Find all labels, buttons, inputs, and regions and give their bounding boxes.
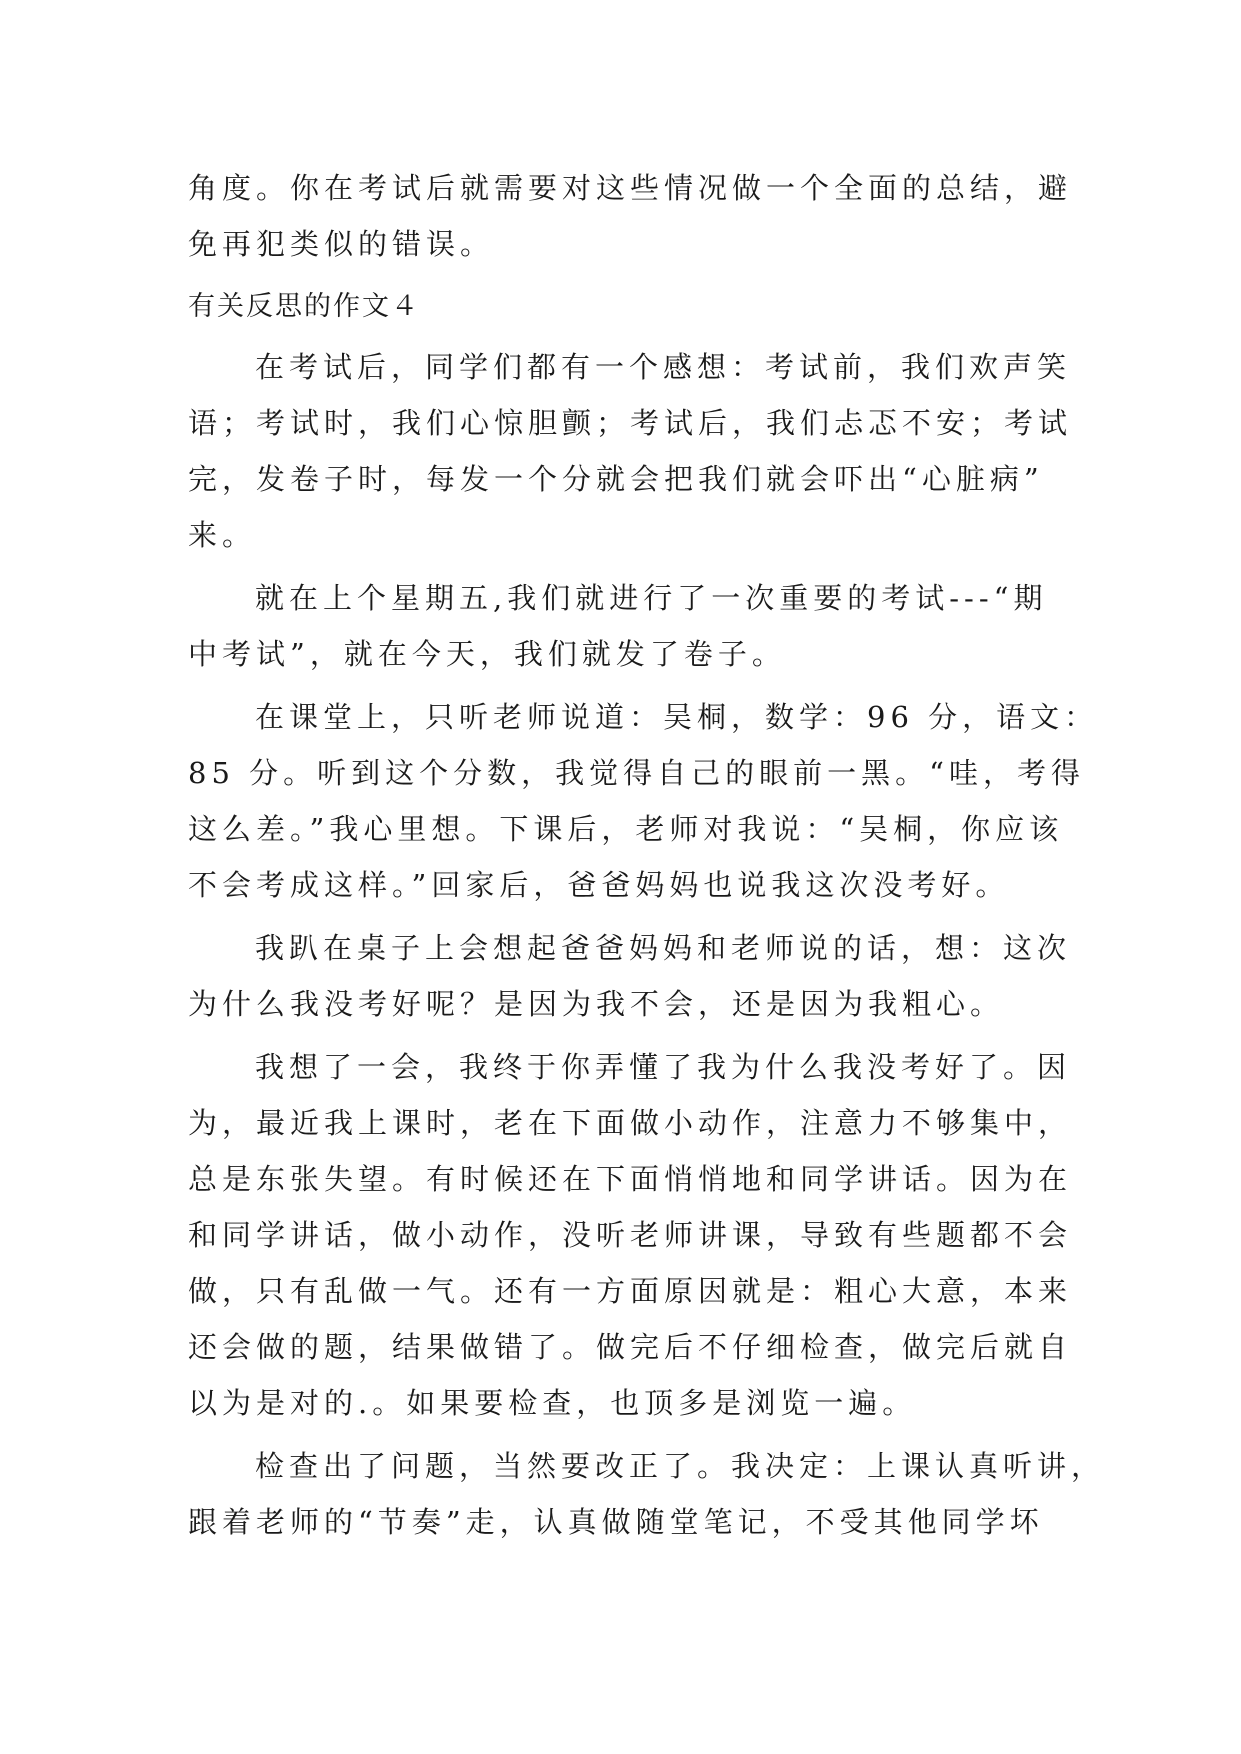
text-line: 来。 [188, 518, 257, 552]
text-line: 中考试”，就在今天，我们就发了卷子。 [188, 637, 786, 671]
text-line: 在考试后，同学们都有一个感想：考试前，我们欢声笑 [255, 350, 1072, 384]
text-line: 完，发卷子时，每发一个分就会把我们就会吓出“心脏病” [188, 462, 1044, 496]
text-line: 为什么我没考好呢？是因为我不会，还是因为我粗心。 [188, 987, 1005, 1021]
paragraph [188, 920, 1072, 1032]
text-line: 就在上个星期五,我们就进行了一次重要的考试---“期 [255, 581, 1048, 615]
text-line: 85 分。听到这个分数，我觉得自己的眼前一黑。“哇，考得 [188, 756, 1085, 790]
text-line: 不会考成这样。”回家后，爸爸妈妈也说我这次没考好。 [188, 868, 1010, 902]
text-line: 为，最近我上课时，老在下面做小动作，注意力不够集中， [188, 1106, 1073, 1140]
document-body [188, 160, 1106, 1557]
text-line: 跟着老师的“节奏”走，认真做随堂笔记，不受其他同学坏 [188, 1505, 1044, 1539]
essay-title: 有关反思的作文４ [188, 291, 420, 322]
text-line: 在课堂上，只听老师说道：吴桐，数学：96 分，语文： [255, 700, 1099, 734]
paragraph [188, 1039, 1073, 1431]
text-line: 免再犯类似的错误。 [188, 227, 495, 261]
text-line: 检查出了问题，当然要改正了。我决定：上课认真听讲， [255, 1449, 1106, 1483]
paragraph [188, 570, 1048, 682]
text-line: 以为是对的.。如果要检查，也顶多是浏览一遍。 [188, 1386, 917, 1420]
paragraph [188, 689, 1099, 913]
paragraph-continued [188, 160, 1073, 272]
text-line: 和同学讲话，做小动作，没听老师讲课，导致有些题都不会 [188, 1218, 1073, 1252]
text-line: 我想了一会，我终于你弄懂了我为什么我没考好了。因 [255, 1050, 1072, 1084]
paragraph [188, 1438, 1106, 1550]
text-line: 还会做的题，结果做错了。做完后不仔细检查，做完后就自 [188, 1330, 1073, 1364]
paragraph [188, 339, 1073, 563]
essay-heading [188, 279, 1048, 335]
text-line: 做，只有乱做一气。还有一方面原因就是：粗心大意，本来 [188, 1274, 1073, 1308]
text-line: 这么差。”我心里想。下课后，老师对我说：“吴桐，你应该 [188, 812, 1064, 846]
text-line: 角度。你在考试后就需要对这些情况做一个全面的总结，避 [188, 171, 1073, 205]
text-line: 总是东张失望。有时候还在下面悄悄地和同学讲话。因为在 [188, 1162, 1073, 1196]
text-line: 语；考试时，我们心惊胆颤；考试后，我们忐忑不安；考试 [188, 406, 1073, 440]
text-line: 我趴在桌子上会想起爸爸妈妈和老师说的话，想：这次 [255, 931, 1072, 965]
